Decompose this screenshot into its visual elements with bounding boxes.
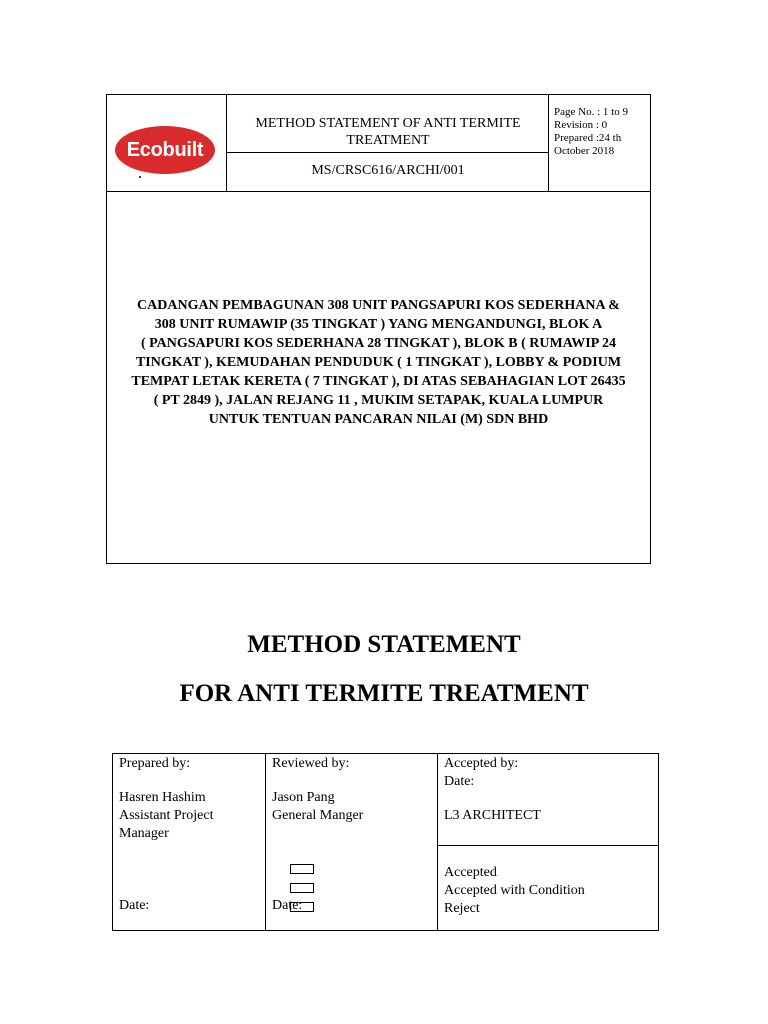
project-line: CADANGAN PEMBAGUNAN 308 UNIT PANGSAPURI KOS SEDERHANA &	[137, 298, 620, 313]
project-line: TINGKAT ), KEMUDAHAN PENDUDUK ( 1 TINGKAT ), LOBBY & PODIUM	[135, 355, 622, 370]
accepted-with-condition-checkbox[interactable]	[290, 883, 314, 893]
prepared-by-role-line1: Assistant Project	[119, 808, 214, 823]
reviewed-by-label: Reviewed by:	[272, 756, 350, 771]
reject-checkbox[interactable]	[290, 902, 314, 912]
header-title: METHOD STATEMENT OF ANTI TERMITE TREATMENT	[255, 116, 521, 148]
document-code: MS/CRSC616/ARCHI/001	[311, 163, 465, 178]
logo-dot	[139, 176, 141, 178]
project-line: ( PT 2849 ), JALAN REJANG 11 , MUKIM SETAPAK, KUALA LUMPUR	[153, 393, 604, 408]
main-title-line2: FOR ANTI TERMITE TREATMENT	[179, 680, 589, 707]
prepared-date-line1: Prepared :24 th	[554, 132, 622, 144]
option-accepted-with-condition: Accepted with Condition	[444, 883, 585, 898]
logo-text: Ecobuilt	[126, 138, 204, 161]
header-divider-middle	[226, 152, 548, 153]
project-line: UNTUK TENTUAN PANCARAN NILAI (M) SDN BHD	[208, 412, 549, 427]
project-line: 308 UNIT RUMAWIP (35 TINGKAT ) YANG MENGANDUNGI, BLOK A	[154, 317, 603, 332]
revision: Revision : 0	[554, 119, 608, 131]
project-line: ( PANGSAPURI KOS SEDERHANA 28 TINGKAT ), BLOK B ( RUMAWIP 24	[140, 336, 616, 351]
reviewed-by-name: Jason Pang	[272, 790, 335, 805]
project-description	[110, 296, 647, 429]
ecobuilt-logo	[115, 126, 215, 174]
approval-divider-1	[265, 753, 266, 931]
prepared-by-label: Prepared by:	[119, 756, 191, 771]
option-accepted: Accepted	[444, 865, 497, 880]
header-divider-bottom	[106, 191, 651, 192]
accepted-org: L3 ARCHITECT	[444, 808, 541, 823]
page-number: Page No. : 1 to 9	[554, 106, 628, 118]
prepared-by-name: Hasren Hashim	[119, 790, 206, 805]
prepared-date-line2: October 2018	[554, 145, 615, 157]
document-meta	[554, 106, 649, 158]
main-title-line1: METHOD STATEMENT	[247, 631, 521, 658]
accepted-checkbox[interactable]	[290, 864, 314, 874]
reviewed-by-role: General Manger	[272, 808, 364, 823]
reviewed-date-label: Date:	[272, 898, 303, 913]
accepted-by-label: Accepted by:	[444, 756, 519, 771]
accepted-date-label: Date:	[444, 774, 475, 789]
header-divider-right	[548, 94, 549, 192]
approval-divider-accepted	[437, 845, 659, 846]
option-reject: Reject	[444, 901, 480, 916]
header-divider-left	[226, 94, 227, 192]
prepared-date-label: Date:	[119, 898, 150, 913]
prepared-by-role-line2: Manager	[119, 826, 169, 841]
project-line: TEMPAT LETAK KERETA ( 7 TINGKAT ), DI ATAS SEBAHAGIAN LOT 26435	[131, 374, 626, 389]
approval-table	[112, 753, 659, 931]
approval-divider-2	[437, 753, 438, 931]
